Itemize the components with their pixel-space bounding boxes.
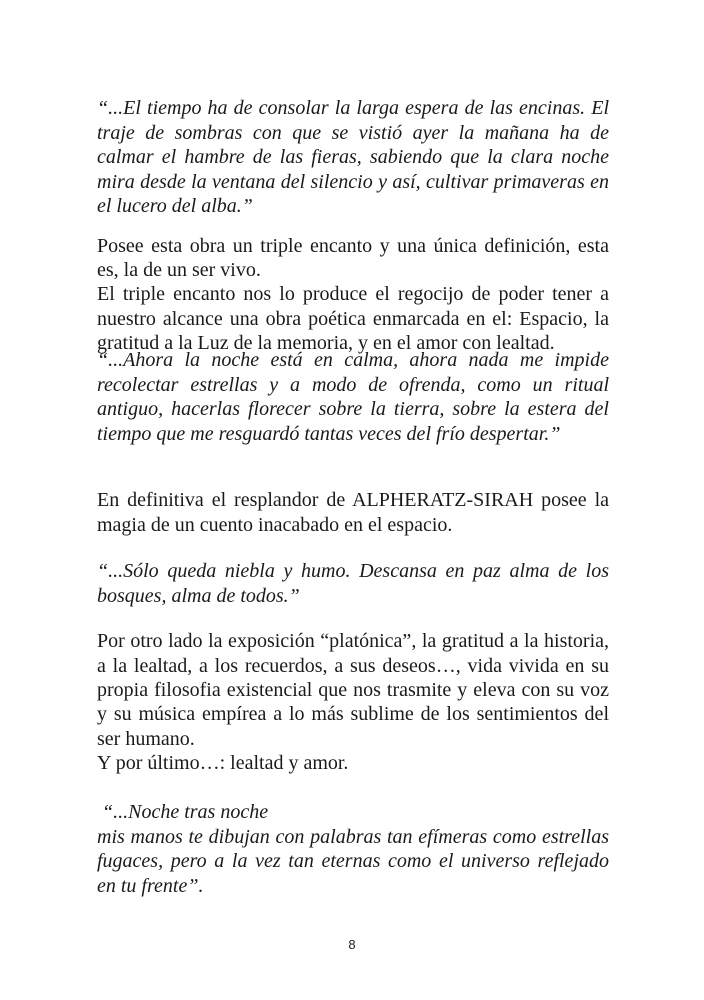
text-line: ser humano. xyxy=(97,728,195,750)
text-line: traje de sombras con que se vistió ayer la mañana ha de xyxy=(97,122,609,144)
text-line: calmar el hambre de las fieras, sabiendo que la clara noche xyxy=(97,146,609,168)
text-line: gratitud a la Luz de la memoria, y en el amor con lealtad. xyxy=(97,332,555,354)
text-line: En definitiva el resplandor de ALPHERATZ-SIRAH posee la xyxy=(97,489,609,511)
text-line: en tu frente”. xyxy=(97,875,204,897)
text-line: mis manos te dibujan con palabras tan efímeras como estrellas xyxy=(97,826,609,848)
text-line: magia de un cuento inacabado en el espacio. xyxy=(97,514,453,536)
text-line: Y por último…: lealtad y amor. xyxy=(97,752,349,774)
text-line: recolectar estrellas y a modo de ofrenda, como un ritual xyxy=(97,374,609,396)
text-line: Por otro lado la exposición “platónica”, la gratitud a la historia, xyxy=(97,630,609,652)
text-line: El triple encanto nos lo produce el regocijo de poder tener a xyxy=(97,283,609,305)
text-line: y su música empírea a lo más sublime de los sentimientos del xyxy=(97,703,609,725)
text-line: “...Ahora la noche está en calma, ahora nada me impide xyxy=(97,349,609,371)
text-line: Posee esta obra un triple encanto y una única definición, esta xyxy=(97,235,609,257)
page-number: 8 xyxy=(348,937,356,952)
text-line: “...Noche tras noche xyxy=(97,801,269,823)
text-line: mira desde la ventana del silencio y así, cultivar primaveras en xyxy=(97,171,609,193)
text-line: nuestro alcance una obra poética enmarcada en el: Espacio, la xyxy=(97,308,609,330)
text-line: tiempo que me resguardó tantas veces del frío despertar.” xyxy=(97,423,561,445)
text-line: bosques, alma de todos.” xyxy=(97,585,300,607)
text-line: a la lealtad, a los recuerdos, a sus deseos…, vida vivida en su xyxy=(97,655,609,677)
text-line: fugaces, pero a la vez tan eternas como el universo reflejado xyxy=(97,850,609,872)
text-line: antiguo, hacerlas florecer sobre la tierra, sobre la estera del xyxy=(97,398,609,420)
text-line: “...El tiempo ha de consolar la larga espera de las encinas. El xyxy=(97,97,609,119)
text-line: es, la de un ser vivo. xyxy=(97,259,261,281)
text-line: propia filosofia existencial que nos trasmite y eleva con su voz xyxy=(97,679,609,701)
text-line: “...Sólo queda niebla y humo. Descansa en paz alma de los xyxy=(97,560,609,582)
text-line: el lucero del alba.” xyxy=(97,195,253,217)
